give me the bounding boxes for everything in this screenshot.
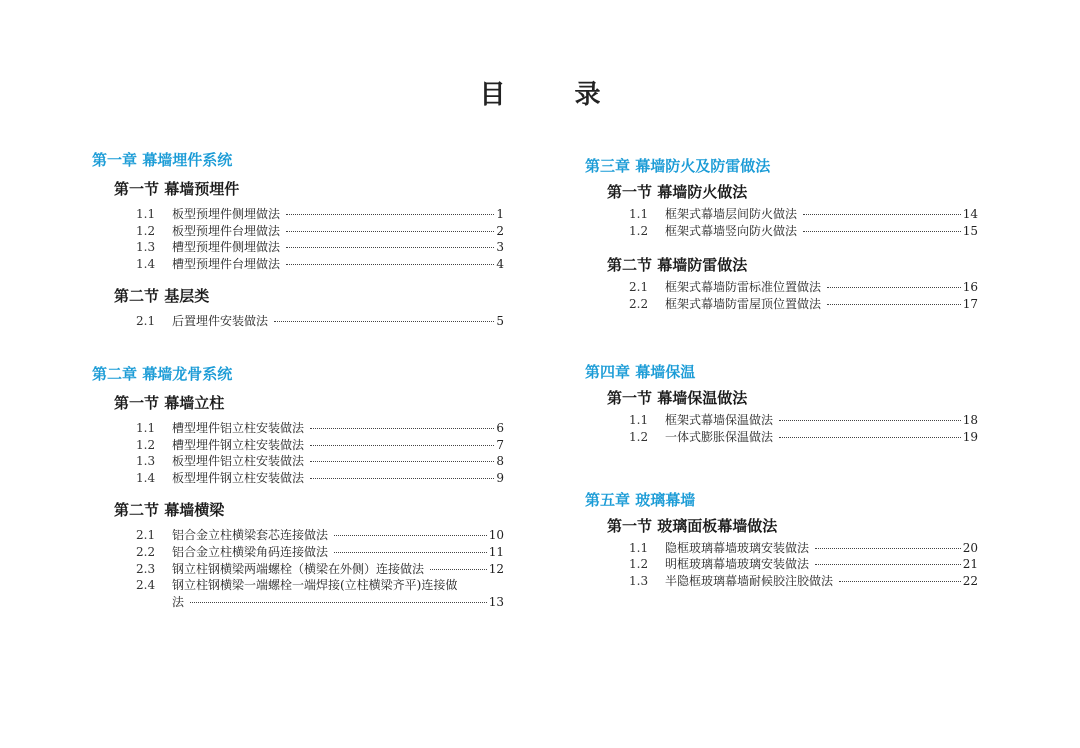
- toc-entry[interactable]: [629, 573, 978, 590]
- entry-number: 2.1: [629, 280, 649, 295]
- entry-page-number: 15: [962, 223, 978, 238]
- entry-title: 钢立柱钢横梁两端螺栓（横梁在外侧）连接做法: [172, 561, 425, 576]
- dot-leader: [334, 552, 487, 553]
- entry-title: 板型埋件铝立柱安装做法: [172, 454, 305, 469]
- chapter-heading[interactable]: 第四章 幕墙保温: [585, 363, 696, 382]
- dot-leader: [803, 231, 961, 232]
- entry-title: 板型埋件钢立柱安装做法: [172, 470, 305, 485]
- entry-title: 隐框玻璃幕墙玻璃安装做法: [665, 540, 810, 555]
- entry-number: 2.4: [136, 578, 156, 593]
- dot-leader: [286, 231, 494, 232]
- toc-entry[interactable]: [136, 313, 504, 330]
- dot-leader: [274, 321, 494, 322]
- dot-leader: [190, 602, 487, 603]
- dot-leader: [310, 445, 494, 446]
- toc-entry[interactable]: [136, 239, 504, 256]
- toc-entry[interactable]: [629, 223, 978, 240]
- toc-entry[interactable]: [136, 544, 504, 561]
- entry-page-number: 3: [496, 240, 504, 255]
- dot-leader: [310, 461, 494, 462]
- toc-entry[interactable]: [136, 470, 504, 487]
- entry-page-number: 6: [496, 420, 504, 435]
- entry-page-number: 11: [488, 544, 504, 559]
- entry-number: 1.3: [136, 454, 156, 469]
- section-heading[interactable]: 第一节 幕墙立柱: [114, 393, 225, 412]
- entry-number: 1.1: [629, 207, 649, 221]
- entry-number: 2.3: [136, 561, 156, 576]
- toc-entry[interactable]: [629, 206, 978, 223]
- chapter-heading[interactable]: 第五章 玻璃幕墙: [585, 490, 696, 509]
- toc-entry[interactable]: [136, 577, 504, 610]
- toc-entry[interactable]: [629, 429, 978, 446]
- entry-page-number: 16: [962, 280, 978, 295]
- entry-title: 钢立柱钢横梁一端螺栓一端焊接(立柱横梁齐平)连接做: [172, 578, 458, 593]
- entry-title: 槽型埋件铝立柱安装做法: [172, 420, 305, 435]
- entry-number: 1.1: [136, 420, 156, 435]
- entry-number: 1.2: [629, 429, 649, 444]
- entry-title: 明框玻璃幕墙玻璃安装做法: [665, 557, 810, 572]
- toc-column-left: [92, 150, 504, 610]
- section-heading[interactable]: 第二节 幕墙防雷做法: [607, 256, 748, 275]
- dot-leader: [334, 535, 487, 536]
- entry-page-number: 22: [962, 573, 978, 588]
- toc-entry[interactable]: [136, 561, 504, 578]
- entry-number: 1.2: [136, 223, 156, 238]
- dot-leader: [827, 304, 961, 305]
- section-heading[interactable]: 第二节 幕墙横梁: [114, 501, 225, 520]
- chapter-heading[interactable]: 第二章 幕墙龙骨系统: [92, 364, 233, 383]
- entry-title: 框架式幕墙防雷屋顶位置做法: [665, 296, 822, 311]
- entry-title: 框架式幕墙层间防火做法: [665, 207, 798, 221]
- dot-leader: [286, 214, 494, 215]
- entry-title: 半隐框玻璃幕墙耐候胶注胶做法: [665, 573, 834, 588]
- dot-leader: [779, 437, 961, 438]
- entry-number: 1.2: [629, 557, 649, 572]
- toc-entry[interactable]: [629, 556, 978, 573]
- dot-leader: [286, 247, 494, 248]
- chapter-heading[interactable]: 第一章 幕墙埋件系统: [92, 151, 233, 169]
- entry-page-number: 12: [488, 561, 504, 576]
- entry-number: 1.1: [629, 540, 649, 555]
- section-heading[interactable]: 第二节 基层类: [114, 287, 210, 306]
- entry-title: 槽型预埋件台埋做法: [172, 256, 281, 271]
- entry-page-number: 1: [496, 207, 504, 221]
- section-heading[interactable]: 第一节 幕墙防火做法: [607, 183, 748, 201]
- page-title: 目 录: [479, 80, 631, 110]
- entry-number: 2.1: [136, 314, 156, 329]
- section-heading[interactable]: 第一节 幕墙保温做法: [607, 389, 748, 408]
- entry-page-number: 20: [962, 540, 978, 555]
- entry-title: 板型预埋件台埋做法: [172, 223, 281, 238]
- toc-entry[interactable]: [136, 437, 504, 454]
- entry-number: 1.3: [136, 240, 156, 255]
- dot-leader: [815, 564, 961, 565]
- dot-leader: [803, 214, 961, 215]
- entry-title: 铝合金立柱横梁套芯连接做法: [172, 528, 329, 543]
- toc-entry[interactable]: [136, 206, 504, 223]
- entry-number: 2.2: [136, 544, 156, 559]
- entry-page-number: 13: [488, 594, 504, 609]
- entry-title: 板型预埋件侧埋做法: [172, 207, 281, 221]
- toc-entry[interactable]: [629, 412, 978, 429]
- toc-entry[interactable]: [629, 296, 978, 313]
- dot-leader: [815, 548, 961, 549]
- toc-entry[interactable]: [136, 527, 504, 544]
- entry-page-number: 10: [488, 528, 504, 543]
- entry-title-continuation: 法: [172, 594, 185, 609]
- entry-continuation: [136, 594, 504, 611]
- entry-title: 槽型预埋件侧埋做法: [172, 240, 281, 255]
- entry-number: 1.2: [136, 437, 156, 452]
- entry-page-number: 21: [962, 557, 978, 572]
- toc-entry[interactable]: [136, 256, 504, 273]
- toc-entry[interactable]: [136, 453, 504, 470]
- entry-number: 1.1: [136, 207, 156, 221]
- dot-leader: [779, 420, 961, 421]
- dot-leader: [839, 581, 961, 582]
- dot-leader: [430, 569, 487, 570]
- toc-entry[interactable]: [629, 279, 978, 296]
- entry-number: 1.4: [136, 256, 156, 271]
- entry-number: 2.2: [629, 296, 649, 311]
- entry-page-number: 7: [496, 437, 504, 452]
- entry-page-number: 14: [962, 207, 978, 221]
- entry-page-number: 18: [962, 413, 978, 428]
- section-heading[interactable]: 第一节 玻璃面板幕墙做法: [607, 516, 778, 535]
- entry-page-number: 8: [496, 454, 504, 469]
- dot-leader: [286, 264, 494, 265]
- entry-page-number: 2: [496, 223, 504, 238]
- toc-entry[interactable]: [136, 223, 504, 240]
- dot-leader: [827, 287, 961, 288]
- dot-leader: [310, 428, 494, 429]
- entry-page-number: 5: [496, 314, 504, 329]
- entry-page-number: 9: [496, 470, 504, 485]
- entry-number: 1.4: [136, 470, 156, 485]
- entry-number: 1.1: [629, 413, 649, 428]
- entry-number: 2.1: [136, 528, 156, 543]
- entry-page-number: 17: [962, 296, 978, 311]
- dot-leader: [310, 478, 494, 479]
- chapter-heading[interactable]: 第三章 幕墙防火及防雷做法: [585, 157, 771, 175]
- toc-column-right: [585, 156, 978, 589]
- entry-title: 框架式幕墙防雷标准位置做法: [665, 280, 822, 295]
- toc-entry[interactable]: [136, 420, 504, 437]
- entry-title: 槽型埋件钢立柱安装做法: [172, 437, 305, 452]
- entry-page-number: 19: [962, 429, 978, 444]
- entry-title: 铝合金立柱横梁角码连接做法: [172, 544, 329, 559]
- entry-title: 框架式幕墙竖向防火做法: [665, 223, 798, 238]
- entry-number: 1.2: [629, 223, 649, 238]
- section-heading[interactable]: 第一节 幕墙预埋件: [114, 180, 240, 198]
- entry-page-number: 4: [496, 256, 504, 271]
- entry-title: 后置埋件安装做法: [172, 314, 269, 329]
- entry-number: 1.3: [629, 573, 649, 588]
- toc-entry[interactable]: [629, 540, 978, 557]
- entry-title: 框架式幕墙保温做法: [665, 413, 774, 428]
- entry-title: 一体式膨胀保温做法: [665, 429, 774, 444]
